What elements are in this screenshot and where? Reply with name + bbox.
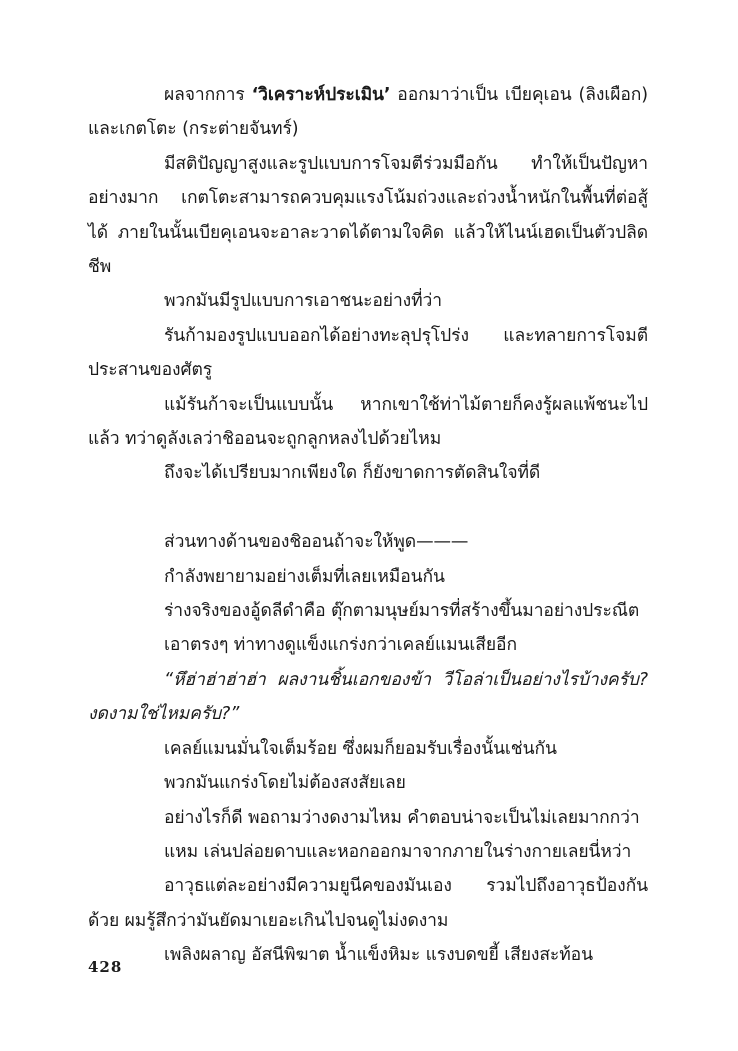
paragraph-3: พวกมันมีรูปแบบการเอาชนะอย่างที่ว่า [164, 291, 443, 312]
paragraph-1-before: ผลจากการ [164, 85, 252, 105]
paragraph-15: แหม เล่นปล่อยดาบและหอกออกมาจากภายในร่างกายเลยนี่หว่า [164, 841, 632, 862]
paragraph-10: เอาตรงๆ ท่าทางดูแข็งแกร่งกว่าเคลย์แมนเสียอีก [164, 635, 517, 656]
paragraph-4: รันก้ามองรูปแบบออกได้อย่างทะลุปรุโปร่ง และทลายการโจมตีประสานของศัตรู [88, 325, 648, 381]
paragraph-12: เคลย์แมนมั่นใจเต็มร้อย ซึ่งผมก็ยอมรับเรื่องนั้นเช่นกัน [164, 738, 557, 759]
paragraph-6: ถึงจะได้เปรียบมากเพียงใด ก็ยังขาดการตัดสินใจที่ดี [164, 463, 541, 484]
paragraph-1 [88, 78, 648, 147]
paragraph-7: ส่วนทางด้านของชิออนถ้าจะให้พูด——— [164, 532, 469, 553]
paragraph-2: มีสติปัญญาสูงและรูปแบบการโจมตีร่วมมือกัน ทำให้เป็นปัญหาอย่างมาก เกตโตะสามารถควบคุมแรงโน้มถ่วงและถ่วงน้ำหนักในพื้นที่ต่อสู้ได้ ภายในนั้นเบียคุเอนจะอาละวาดได้ตามใจคิด แล้วให้ไนน์เฮดเป็นตัวปลิดชีพ [88, 153, 648, 278]
page-body [88, 78, 648, 973]
page-number: 428 [88, 958, 123, 976]
paragraph-14: อย่างไรก็ดี พอถามว่างดงามไหม คำตอบน่าจะเป็นไม่เลยมากกว่า [164, 807, 640, 828]
paragraph-5: แม้รันก้าจะเป็นแบบนั้น หากเขาใช้ท่าไม้ตายก็คงรู้ผลแพ้ชนะไปแล้ว ทว่าดูลังเลว่าชิออนจะถูกลูกหลงไปด้วยไหม [88, 394, 648, 450]
term-analysis-bold: ‘วิเคราะห์ประเมิน’ [251, 85, 391, 105]
paragraph-17: เพลิงผลาญ อัสนีพิฆาต น้ำแข็งหิมะ แรงบดขยี้ เสียงสะท้อน [164, 945, 593, 966]
paragraph-13: พวกมันแกร่งโดยไม่ต้องสงสัยเลย [164, 773, 406, 794]
paragraph-1-after: ออกมาว่าเป็น เบียคุเอน (ลิงเผือก) และเกตโตะ (กระต่ายจันทร์) [88, 85, 649, 140]
paragraph-9: ร่างจริงของอู้ดลีดำคือ ตุ๊กตามนุษย์มารที่สร้างขึ้นมาอย่างประณีต [164, 601, 640, 622]
section-break [88, 491, 648, 525]
paragraph-8: กำลังพยายามอย่างเต็มที่เลยเหมือนกัน [164, 566, 445, 587]
dialogue-quote: “หึฮ่าฮ่าฮ่าฮ่า ผลงานชิ้นเอกของข้า วีโอล่าเป็นอย่างไรบ้างครับ? งดงามใช่ไหมครับ?” [88, 669, 648, 725]
paragraph-16: อาวุธแต่ละอย่างมีความยูนีคของมันเอง รวมไปถึงอาวุธป้องกันด้วย ผมรู้สึกว่ามันยัดมาเยอะเกินไปจนดูไม่งดงาม [88, 876, 648, 931]
